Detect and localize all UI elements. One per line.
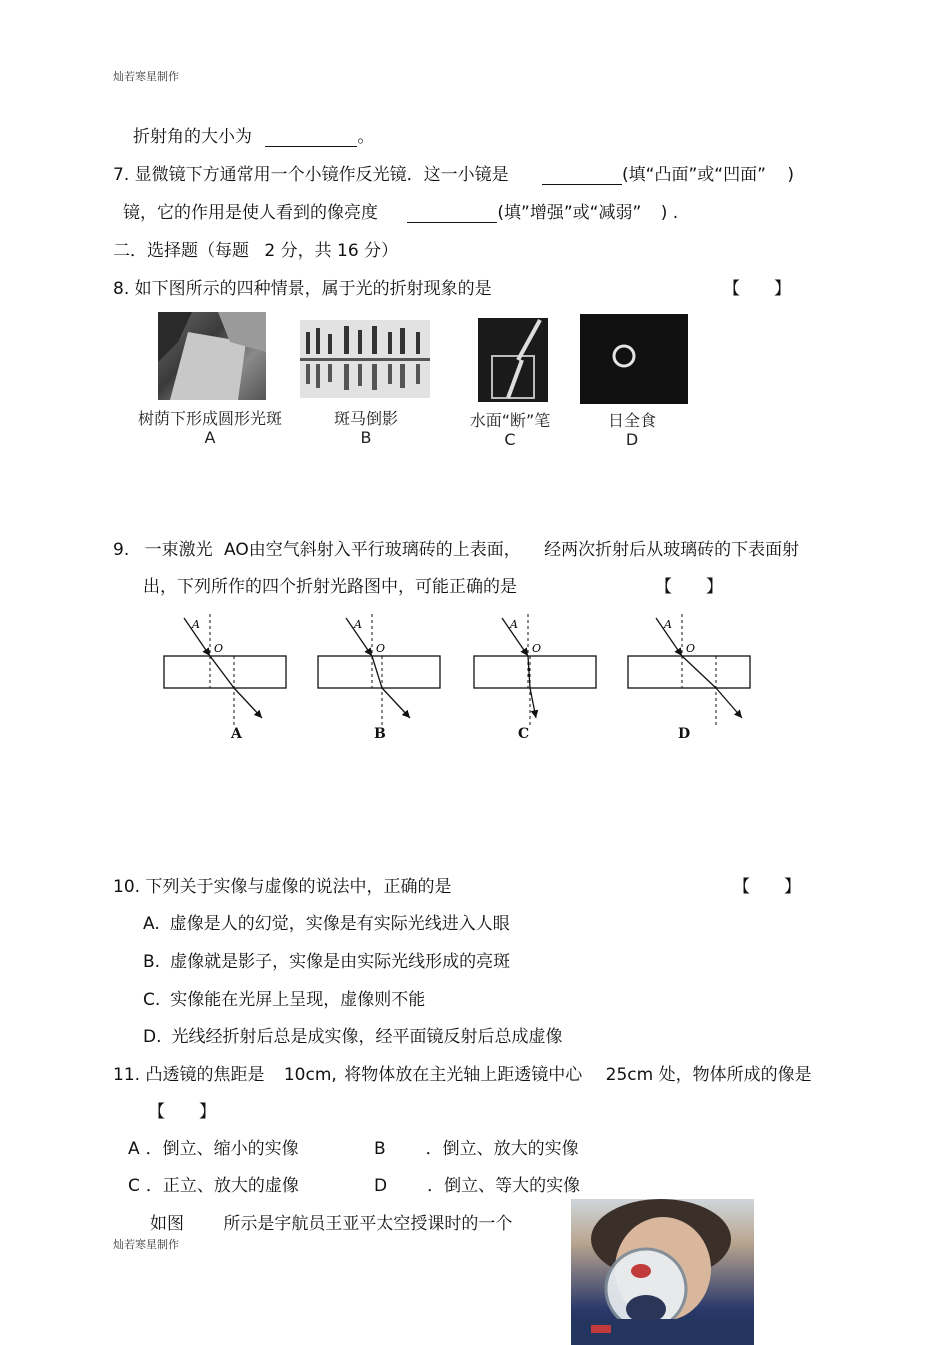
question-text: AO由空气斜射入平行玻璃砖的上表面，	[224, 540, 521, 560]
question-text: 所示是宇航员王亚平太空授课时的一个	[223, 1214, 513, 1234]
figure-label: A	[204, 428, 216, 447]
glass-brick	[318, 656, 440, 688]
option-d	[143, 1022, 563, 1047]
option-key: D.	[143, 1027, 162, 1047]
point-o-label: O	[532, 642, 542, 655]
refracted-ray	[682, 656, 716, 688]
question-7-line-1	[113, 160, 794, 185]
option-key: B.	[143, 952, 161, 972]
option-key: D	[374, 1176, 388, 1196]
question-text: (填“凸面”或“凹面”	[622, 165, 766, 185]
answer-bracket: 【 】	[655, 577, 723, 597]
option-key: A.	[143, 914, 160, 934]
tree-shade-photo	[158, 312, 266, 400]
glass-brick	[164, 656, 286, 688]
question-number: 9.	[113, 540, 130, 560]
figure-caption: 水面“断”笔	[469, 411, 551, 430]
figure-label: B	[360, 428, 372, 447]
point-a-label: A	[192, 618, 200, 631]
question-text: 如图	[150, 1214, 184, 1234]
option-key: C	[128, 1176, 140, 1196]
refraction-diagrams	[150, 610, 770, 750]
refracted-ray	[372, 656, 382, 688]
eclipse-image	[580, 314, 688, 404]
question-text: 。	[357, 127, 375, 147]
option-b	[374, 1134, 579, 1159]
point-a-label: A	[354, 618, 362, 631]
emergent-ray	[716, 688, 742, 718]
watermark: 灿若寒星制作	[113, 1238, 179, 1251]
question-9-line-2: 出，下列所作的四个折射光路图中，可能正确的是	[143, 577, 517, 597]
figure-caption: 斑马倒影	[333, 409, 398, 428]
emergent-ray	[234, 688, 262, 718]
zebra-image	[300, 320, 430, 398]
pencil-in-water-image	[478, 318, 548, 402]
point-a-label: A	[510, 618, 518, 631]
refracted-ray	[528, 656, 530, 688]
zebra-reflection-photo	[300, 320, 430, 398]
question-text: 11. 凸透镜的焦距是	[113, 1065, 265, 1085]
answer-blank	[407, 206, 497, 223]
question-11-stem	[113, 1060, 812, 1085]
question-8-stem: 8. 如下图所示的四种情景，属于光的折射现象的是	[113, 279, 492, 299]
answer-blank	[265, 130, 357, 147]
option-text: 虚像是人的幻觉，实像是有实际光线进入人眼	[169, 914, 510, 934]
question-text: ) .	[660, 203, 679, 223]
diagram-label: B	[374, 726, 386, 742]
option-d	[374, 1171, 580, 1196]
light-spot-image	[158, 312, 266, 400]
point-o-label: O	[686, 642, 696, 655]
answer-bracket: 【 】	[733, 877, 801, 897]
watermark: 灿若寒星制作	[113, 70, 179, 83]
refracted-ray	[210, 656, 234, 688]
answer-blank	[542, 168, 622, 185]
answer-bracket: 【 】	[148, 1102, 216, 1122]
point-o-label: O	[376, 642, 386, 655]
question-12-stem	[150, 1209, 512, 1234]
section-title: 二．选择题（每题	[113, 241, 249, 261]
solar-eclipse-photo	[580, 314, 688, 404]
option-text: 虚像就是影子，实像是由实际光线形成的亮斑	[170, 952, 511, 972]
diagram-label: D	[678, 726, 691, 742]
question-text: 经两次折射后从玻璃砖的下表面射	[544, 540, 800, 560]
emergent-ray	[530, 688, 536, 718]
option-text: ．倒立、等大的实像	[427, 1176, 581, 1196]
question-text: 25cm 处，物体所成的像是	[605, 1065, 812, 1085]
emergent-ray	[382, 688, 410, 718]
broken-pencil-photo	[478, 318, 548, 402]
question-text: 一束激光	[144, 540, 213, 560]
option-c	[128, 1171, 299, 1196]
option-a	[128, 1134, 299, 1159]
figure-caption: 树荫下形成圆形光斑	[137, 409, 282, 428]
option-key: A	[128, 1139, 140, 1159]
option-a	[143, 909, 510, 934]
figure-label: D	[625, 430, 639, 449]
question-7-line-2	[123, 198, 678, 223]
question-text: 镜，它的作用是使人看到的像亮度	[123, 203, 378, 223]
question-text: 将物体放在主光轴上距透镜中心	[344, 1065, 583, 1085]
section-points: 2 分，共 16 分）	[264, 241, 399, 261]
question-9-line-1	[113, 535, 799, 560]
option-text: 光线经折射后总是成实像，经平面镜反射后总成虚像	[171, 1027, 563, 1047]
option-text: ．正立、放大的虚像	[145, 1176, 299, 1196]
question-text: 10cm,	[283, 1065, 337, 1085]
glass-brick	[474, 656, 596, 688]
diagram-label: A	[231, 726, 242, 742]
question-6-tail	[133, 122, 374, 147]
question-text: (填”增强”或“减弱”	[497, 203, 642, 223]
water-ball-image	[571, 1199, 754, 1345]
option-key: C.	[143, 990, 161, 1010]
glass-brick	[628, 656, 750, 688]
option-text: ．倒立、缩小的实像	[145, 1139, 299, 1159]
point-a-label: A	[664, 618, 672, 631]
astronaut-water-ball-photo	[571, 1199, 754, 1345]
point-o-label: O	[214, 642, 224, 655]
question-10-stem: 10. 下列关于实像与虚像的说法中，正确的是	[113, 877, 452, 897]
option-key: B	[374, 1139, 386, 1159]
question-text: 折射角的大小为	[133, 127, 252, 147]
option-b	[143, 947, 510, 972]
section-heading	[113, 236, 398, 261]
question-text: 7. 显微镜下方通常用一个小镜作反光镜．这一小镜是	[113, 165, 509, 185]
question-text: )	[787, 165, 794, 185]
diagram-label: C	[518, 726, 530, 742]
option-text: 实像能在光屏上呈现，虚像则不能	[170, 990, 426, 1010]
option-c	[143, 985, 425, 1010]
answer-bracket: 【 】	[723, 279, 791, 299]
figure-label: C	[504, 430, 516, 449]
option-text: ．倒立、放大的实像	[425, 1139, 579, 1159]
figure-caption: 日全食	[607, 411, 656, 430]
